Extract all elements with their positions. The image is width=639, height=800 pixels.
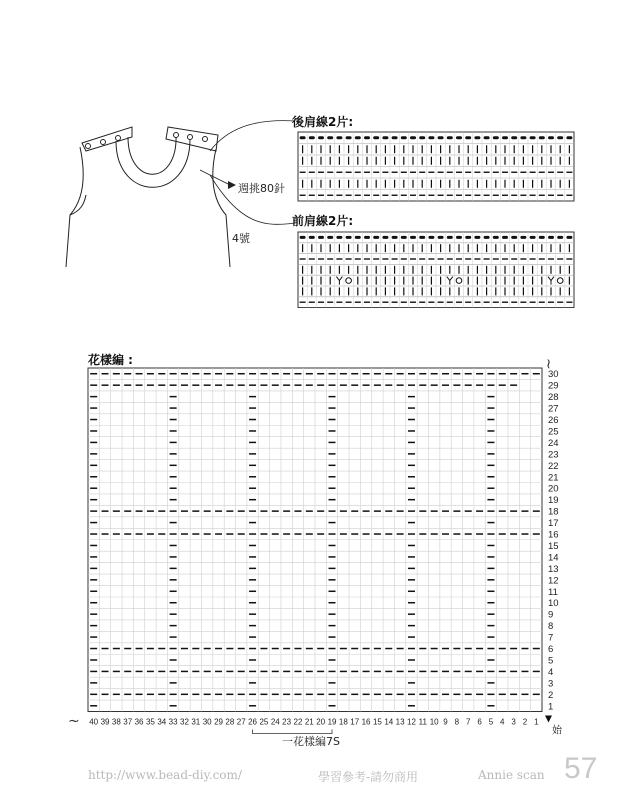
start-label: 始 [552, 725, 562, 737]
purl-dot-mark [520, 136, 526, 139]
stitch-number: 7 [465, 717, 471, 727]
purl-dot-mark [447, 136, 453, 139]
purl-dot-mark [346, 236, 352, 239]
row-number: 7 [548, 632, 554, 644]
stitch-number: 8 [454, 717, 460, 727]
pickup-label: 週挑80針 [238, 182, 285, 195]
purl-dot-mark [520, 236, 526, 239]
purl-dot-mark [318, 136, 324, 139]
row-number: 28 [548, 392, 559, 404]
stitch-number: 39 [100, 717, 110, 727]
purl-dot-mark [502, 236, 508, 239]
row-number: 20 [548, 483, 559, 495]
row-number: 12 [548, 575, 559, 587]
front-shoulder-title: 前肩線2片: [292, 214, 354, 228]
stitch-number: 16 [361, 717, 371, 727]
footer-scanner: Annie scan [478, 768, 545, 782]
purl-dot-mark [355, 136, 361, 139]
purl-dot-mark [493, 136, 499, 139]
purl-dot-mark [364, 136, 370, 139]
row-number: 11 [548, 586, 558, 598]
row-number: 27 [548, 403, 559, 415]
purl-dot-mark [557, 236, 563, 239]
stitch-number: 9 [443, 717, 448, 727]
stitch-number: 1 [534, 717, 539, 727]
front-shoulder-chart [296, 230, 578, 308]
purl-dot-mark [447, 236, 453, 239]
stitch-number: 20 [316, 717, 326, 727]
purl-dot-mark [373, 136, 379, 139]
stitch-number: 13 [395, 717, 405, 727]
stitch-number: 22 [293, 717, 303, 727]
purl-dot-mark [465, 136, 471, 139]
back-shoulder-title: 後肩線2片: [292, 115, 354, 129]
row-number: 26 [548, 415, 559, 427]
page-number: 57 [564, 752, 598, 785]
purl-dot-mark [419, 236, 425, 239]
stitch-number: 10 [429, 717, 439, 727]
row-number: 5 [548, 655, 554, 667]
arrow-icon [228, 181, 236, 189]
stitch-number: 25 [259, 717, 269, 727]
stitch-number: 18 [338, 717, 348, 727]
row-number: 4 [548, 666, 554, 678]
purl-dot-mark [530, 236, 536, 239]
row-number: 10 [548, 598, 559, 610]
purl-dot-mark [566, 136, 572, 139]
row-number: 6 [548, 644, 554, 656]
row-number: 22 [548, 460, 559, 472]
stitch-number: 38 [111, 717, 121, 727]
pattern-chart [60, 346, 585, 756]
stitch-number: 19 [327, 717, 337, 727]
stitch-number: 12 [407, 717, 416, 727]
stitch-number: 32 [180, 717, 189, 727]
row-number: 2 [548, 689, 554, 701]
purl-dot-mark [456, 236, 462, 239]
footer-notice: 學習參考-請勿商用 [318, 770, 419, 784]
purl-dot-mark [548, 136, 554, 139]
stitch-number: 30 [202, 717, 212, 727]
purl-dot-mark [419, 136, 425, 139]
purl-dot-mark [300, 236, 306, 239]
stitch-number: 26 [248, 717, 258, 727]
purl-dot-mark [530, 136, 536, 139]
purl-dot-mark [566, 236, 572, 239]
stitch-number: 21 [304, 717, 314, 727]
purl-dot-mark [539, 136, 545, 139]
stitch-number: 40 [89, 717, 99, 727]
purl-dot-mark [318, 236, 324, 239]
stitch-number: 33 [168, 717, 178, 727]
purl-dot-mark [438, 136, 444, 139]
row-number: 8 [548, 621, 554, 633]
purl-dot-mark [300, 136, 306, 139]
stitch-number: 28 [225, 717, 235, 727]
start-arrow-icon [545, 716, 552, 723]
purl-dot-mark [309, 136, 315, 139]
needle-label: 4號 [232, 232, 250, 245]
purl-dot-mark [502, 136, 508, 139]
stitch-number: 14 [384, 717, 394, 727]
back-shoulder-chart [296, 130, 578, 202]
row-number: 3 [548, 678, 554, 690]
purl-dot-mark [327, 136, 333, 139]
stitch-number: 17 [350, 717, 360, 727]
row-number: 18 [548, 506, 559, 518]
purl-dot-mark [355, 236, 361, 239]
wave-left: ~ [68, 713, 80, 730]
purl-dot-mark [484, 136, 490, 139]
purl-dot-mark [364, 236, 370, 239]
row-number: 17 [548, 518, 559, 530]
wave-top: ~ [540, 358, 556, 370]
stitch-number: 24 [270, 717, 280, 727]
stitch-number: 2 [522, 717, 528, 727]
stitch-number: 36 [134, 717, 144, 727]
purl-dot-mark [484, 236, 490, 239]
purl-dot-mark [346, 136, 352, 139]
purl-dot-mark [428, 236, 434, 239]
purl-dot-mark [327, 236, 333, 239]
purl-dot-mark [465, 236, 471, 239]
purl-dot-mark [382, 236, 388, 239]
row-number: 16 [548, 529, 559, 541]
row-number: 24 [548, 437, 559, 449]
row-number: 19 [548, 495, 559, 507]
purl-dot-mark [456, 136, 462, 139]
purl-dot-mark [511, 136, 517, 139]
purl-dot-mark [392, 136, 398, 139]
stitch-number: 6 [477, 717, 482, 727]
purl-dot-mark [309, 236, 315, 239]
purl-dot-mark [401, 136, 407, 139]
purl-dot-mark [410, 136, 416, 139]
stitch-number: 34 [157, 717, 167, 727]
row-number: 29 [548, 380, 559, 392]
row-number: 1 [548, 701, 554, 713]
purl-dot-mark [401, 236, 407, 239]
stitch-number: 15 [372, 717, 382, 727]
purl-dot-mark [382, 136, 388, 139]
row-number: 15 [548, 540, 559, 552]
stitch-number: 4 [500, 717, 505, 727]
row-number: 25 [548, 426, 559, 438]
footer-url: http://www.bead-diy.com/ [88, 768, 242, 782]
purl-dot-mark [336, 136, 342, 139]
row-number: 21 [548, 472, 559, 484]
purl-dot-mark [438, 236, 444, 239]
repeat-label: 一花樣編7S [282, 735, 340, 748]
purl-dot-mark [428, 136, 434, 139]
stitch-number: 11 [418, 717, 427, 727]
purl-dot-mark [557, 136, 563, 139]
purl-dot-mark [474, 136, 480, 139]
row-number: 9 [548, 609, 554, 621]
purl-dot-mark [548, 236, 554, 239]
stitch-number: 37 [123, 717, 133, 727]
purl-dot-mark [392, 236, 398, 239]
stitch-number: 35 [145, 717, 155, 727]
stitch-number: 27 [236, 717, 246, 727]
purl-dot-mark [511, 236, 517, 239]
purl-dot-mark [336, 236, 342, 239]
row-number: 13 [548, 563, 559, 575]
stitch-number: 31 [191, 717, 201, 727]
pattern-title: 花樣編 : [88, 353, 133, 367]
purl-dot-mark [539, 236, 545, 239]
stitch-number: 23 [282, 717, 292, 727]
stitch-number: 29 [214, 717, 223, 727]
row-number: 30 [548, 369, 559, 381]
purl-dot-mark [474, 236, 480, 239]
purl-dot-mark [373, 236, 379, 239]
stitch-number: 5 [488, 717, 494, 727]
purl-dot-mark [493, 236, 499, 239]
leader-back [210, 121, 295, 151]
row-number: 23 [548, 449, 559, 461]
row-number: 14 [548, 552, 559, 564]
purl-dot-mark [410, 236, 416, 239]
stitch-number: 3 [511, 717, 516, 727]
